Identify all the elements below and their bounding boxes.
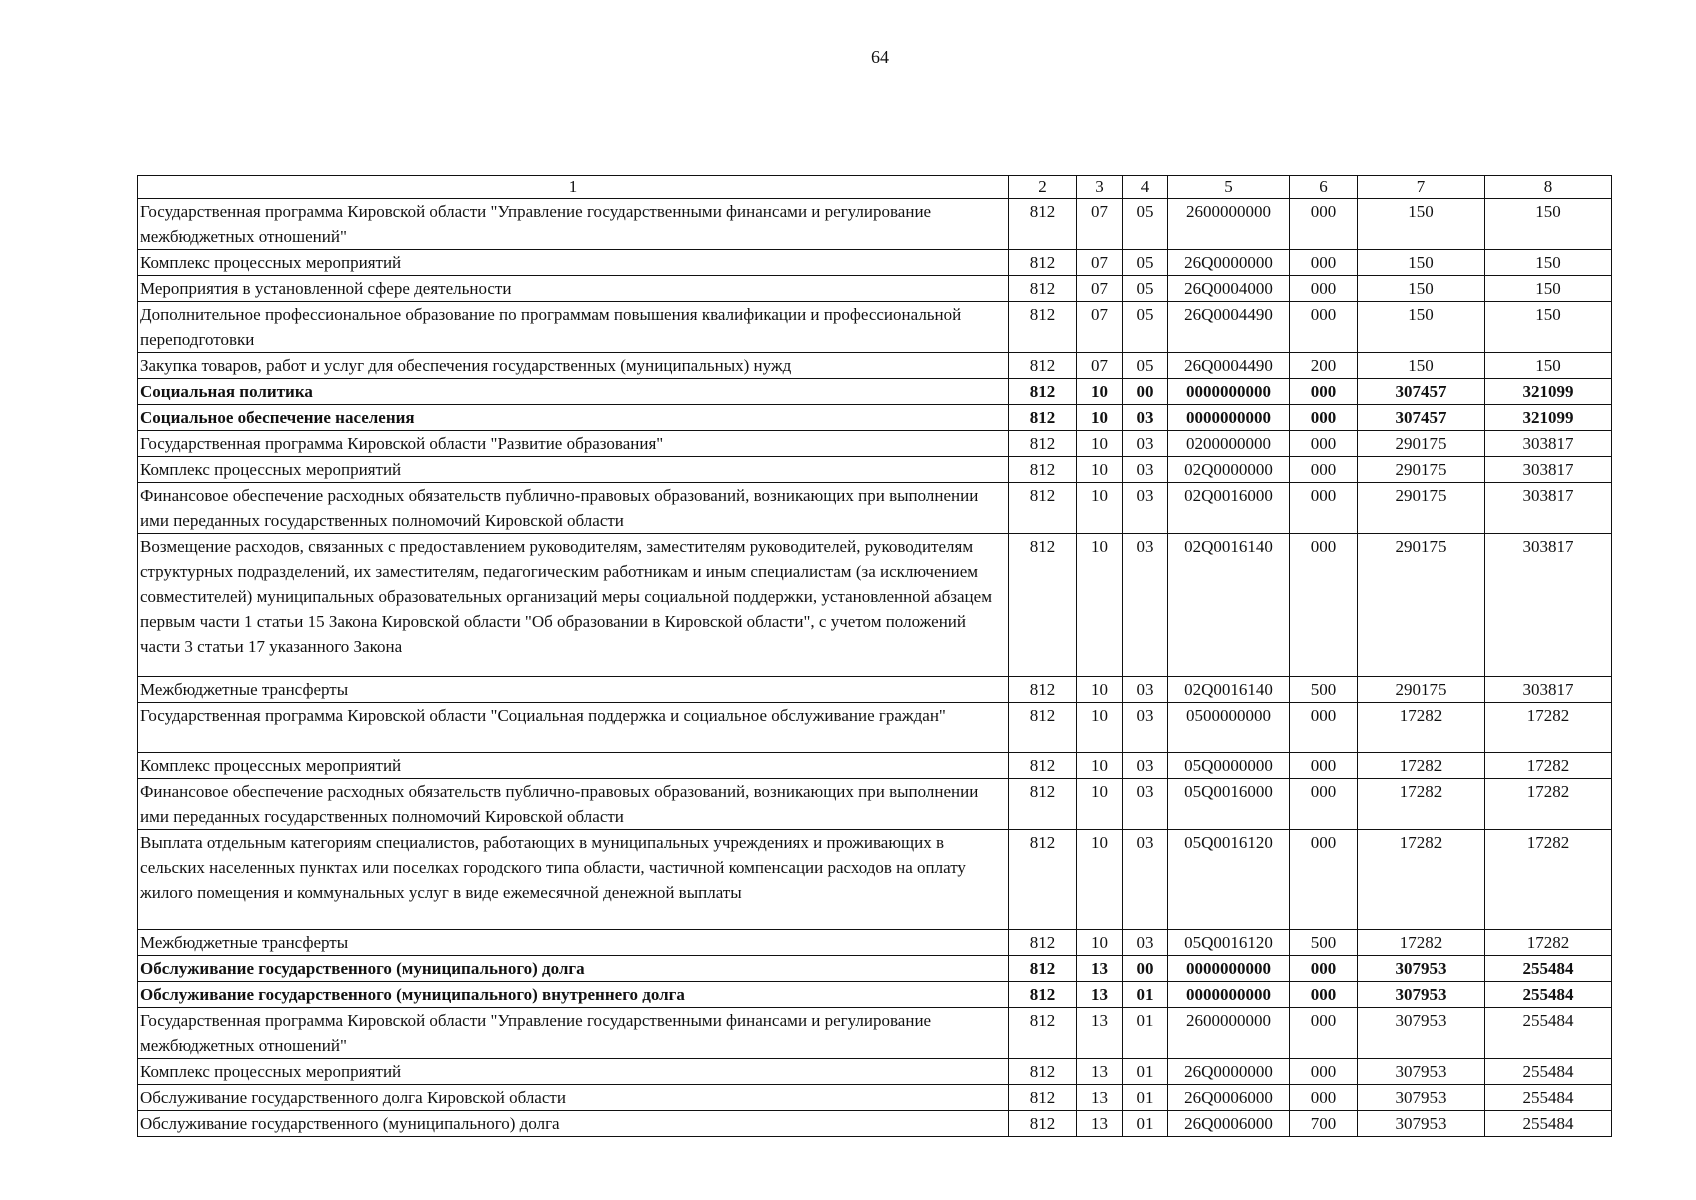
amount-year2-cell: 17282 bbox=[1485, 703, 1612, 753]
expense-type-cell: 000 bbox=[1290, 982, 1358, 1008]
amount-year1-cell: 290175 bbox=[1358, 534, 1485, 677]
target-article-cell: 26Q0006000 bbox=[1168, 1111, 1290, 1137]
admin-code-cell: 812 bbox=[1009, 779, 1077, 830]
amount-year1-cell: 290175 bbox=[1358, 457, 1485, 483]
admin-code-cell: 812 bbox=[1009, 199, 1077, 250]
expense-type-cell: 000 bbox=[1290, 703, 1358, 753]
column-header: 4 bbox=[1123, 176, 1168, 199]
row-name-cell: Комплекс процессных мероприятий bbox=[138, 753, 1009, 779]
table-row bbox=[138, 353, 1612, 379]
target-article-cell: 0500000000 bbox=[1168, 703, 1290, 753]
subsection-cell: 00 bbox=[1123, 956, 1168, 982]
subsection-cell: 05 bbox=[1123, 276, 1168, 302]
admin-code-cell: 812 bbox=[1009, 1111, 1077, 1137]
subsection-cell: 03 bbox=[1123, 405, 1168, 431]
expense-type-cell: 000 bbox=[1290, 1008, 1358, 1059]
subsection-cell: 05 bbox=[1123, 302, 1168, 353]
subsection-cell: 03 bbox=[1123, 431, 1168, 457]
amount-year1-cell: 307953 bbox=[1358, 1008, 1485, 1059]
table-row bbox=[138, 457, 1612, 483]
section-cell: 10 bbox=[1077, 405, 1123, 431]
admin-code-cell: 812 bbox=[1009, 353, 1077, 379]
expense-type-cell: 000 bbox=[1290, 276, 1358, 302]
expense-type-cell: 000 bbox=[1290, 779, 1358, 830]
amount-year2-cell: 303817 bbox=[1485, 457, 1612, 483]
section-cell: 10 bbox=[1077, 930, 1123, 956]
section-cell: 13 bbox=[1077, 956, 1123, 982]
section-cell: 13 bbox=[1077, 1085, 1123, 1111]
row-name-cell: Государственная программа Кировской области "Управление государственными финансами и регулирование межбюджетных отношений" bbox=[138, 1008, 1009, 1059]
subsection-cell: 01 bbox=[1123, 1085, 1168, 1111]
target-article-cell: 0200000000 bbox=[1168, 431, 1290, 457]
subsection-cell: 01 bbox=[1123, 982, 1168, 1008]
amount-year2-cell: 321099 bbox=[1485, 379, 1612, 405]
section-cell: 10 bbox=[1077, 431, 1123, 457]
subsection-cell: 03 bbox=[1123, 830, 1168, 930]
expense-type-cell: 000 bbox=[1290, 250, 1358, 276]
section-cell: 07 bbox=[1077, 302, 1123, 353]
row-name-cell: Обслуживание государственного (муниципального) долга bbox=[138, 956, 1009, 982]
expense-type-cell: 000 bbox=[1290, 431, 1358, 457]
subsection-cell: 03 bbox=[1123, 779, 1168, 830]
table-header-row bbox=[138, 176, 1612, 199]
row-name-cell: Выплата отдельным категориям специалистов, работающих в муниципальных учреждениях и проживающих в сельских населенных пунктах или поселках городского типа области, частичной компенсации расходов на оплату жилого помещения и коммунальных услуг в виде ежемесячной денежной выплаты bbox=[138, 830, 1009, 930]
amount-year1-cell: 17282 bbox=[1358, 753, 1485, 779]
column-header: 2 bbox=[1009, 176, 1077, 199]
admin-code-cell: 812 bbox=[1009, 276, 1077, 302]
table-row bbox=[138, 1059, 1612, 1085]
amount-year2-cell: 150 bbox=[1485, 250, 1612, 276]
section-cell: 07 bbox=[1077, 353, 1123, 379]
table-row bbox=[138, 677, 1612, 703]
target-article-cell: 26Q0000000 bbox=[1168, 1059, 1290, 1085]
amount-year1-cell: 307953 bbox=[1358, 956, 1485, 982]
subsection-cell: 05 bbox=[1123, 250, 1168, 276]
column-header: 8 bbox=[1485, 176, 1612, 199]
amount-year2-cell: 17282 bbox=[1485, 830, 1612, 930]
admin-code-cell: 812 bbox=[1009, 677, 1077, 703]
target-article-cell: 02Q0016140 bbox=[1168, 677, 1290, 703]
section-cell: 10 bbox=[1077, 779, 1123, 830]
row-name-cell: Возмещение расходов, связанных с предоставлением руководителям, заместителям руководителей, руководителям структурных подразделений, их заместителям, педагогическим работникам и иным специалистам (за исключением совместителей) муниципальных образовательных организаций меры социальной поддержки, установленной абзацем первым части 1 статьи 15 Закона Кировской области "Об образовании в Кировской области", с учетом положений части 3 статьи 17 указанного Закона bbox=[138, 534, 1009, 677]
amount-year2-cell: 150 bbox=[1485, 276, 1612, 302]
expense-type-cell: 000 bbox=[1290, 199, 1358, 250]
subsection-cell: 01 bbox=[1123, 1111, 1168, 1137]
subsection-cell: 03 bbox=[1123, 930, 1168, 956]
amount-year1-cell: 150 bbox=[1358, 250, 1485, 276]
amount-year2-cell: 303817 bbox=[1485, 534, 1612, 677]
admin-code-cell: 812 bbox=[1009, 431, 1077, 457]
amount-year2-cell: 150 bbox=[1485, 353, 1612, 379]
column-header: 3 bbox=[1077, 176, 1123, 199]
expense-type-cell: 000 bbox=[1290, 534, 1358, 677]
section-cell: 10 bbox=[1077, 703, 1123, 753]
target-article-cell: 26Q0004490 bbox=[1168, 353, 1290, 379]
row-name-cell: Финансовое обеспечение расходных обязательств публично-правовых образований, возникающих при выполнении ими переданных государственных полномочий Кировской области bbox=[138, 779, 1009, 830]
row-name-cell: Комплекс процессных мероприятий bbox=[138, 457, 1009, 483]
subsection-cell: 00 bbox=[1123, 379, 1168, 405]
target-article-cell: 26Q0000000 bbox=[1168, 250, 1290, 276]
row-name-cell: Государственная программа Кировской области "Развитие образования" bbox=[138, 431, 1009, 457]
table-row bbox=[138, 483, 1612, 534]
amount-year2-cell: 150 bbox=[1485, 302, 1612, 353]
admin-code-cell: 812 bbox=[1009, 1059, 1077, 1085]
section-cell: 10 bbox=[1077, 457, 1123, 483]
section-cell: 07 bbox=[1077, 250, 1123, 276]
target-article-cell: 05Q0016000 bbox=[1168, 779, 1290, 830]
amount-year1-cell: 17282 bbox=[1358, 779, 1485, 830]
admin-code-cell: 812 bbox=[1009, 753, 1077, 779]
section-cell: 10 bbox=[1077, 483, 1123, 534]
target-article-cell: 0000000000 bbox=[1168, 956, 1290, 982]
table-row bbox=[138, 930, 1612, 956]
row-name-cell: Социальная политика bbox=[138, 379, 1009, 405]
table-row bbox=[138, 250, 1612, 276]
subsection-cell: 03 bbox=[1123, 703, 1168, 753]
admin-code-cell: 812 bbox=[1009, 379, 1077, 405]
amount-year2-cell: 17282 bbox=[1485, 930, 1612, 956]
amount-year1-cell: 290175 bbox=[1358, 677, 1485, 703]
section-cell: 10 bbox=[1077, 753, 1123, 779]
amount-year2-cell: 255484 bbox=[1485, 982, 1612, 1008]
row-name-cell: Финансовое обеспечение расходных обязательств публично-правовых образований, возникающих при выполнении ими переданных государственных полномочий Кировской области bbox=[138, 483, 1009, 534]
table-row bbox=[138, 534, 1612, 677]
column-header: 1 bbox=[138, 176, 1009, 199]
row-name-cell: Комплекс процессных мероприятий bbox=[138, 1059, 1009, 1085]
row-name-cell: Закупка товаров, работ и услуг для обеспечения государственных (муниципальных) нужд bbox=[138, 353, 1009, 379]
amount-year2-cell: 255484 bbox=[1485, 1085, 1612, 1111]
amount-year1-cell: 307953 bbox=[1358, 1059, 1485, 1085]
amount-year2-cell: 303817 bbox=[1485, 483, 1612, 534]
target-article-cell: 0000000000 bbox=[1168, 982, 1290, 1008]
admin-code-cell: 812 bbox=[1009, 982, 1077, 1008]
table-row bbox=[138, 753, 1612, 779]
section-cell: 10 bbox=[1077, 677, 1123, 703]
section-cell: 13 bbox=[1077, 1008, 1123, 1059]
expense-type-cell: 000 bbox=[1290, 379, 1358, 405]
amount-year2-cell: 17282 bbox=[1485, 753, 1612, 779]
subsection-cell: 05 bbox=[1123, 199, 1168, 250]
expense-type-cell: 200 bbox=[1290, 353, 1358, 379]
expense-type-cell: 000 bbox=[1290, 956, 1358, 982]
admin-code-cell: 812 bbox=[1009, 1008, 1077, 1059]
target-article-cell: 26Q0006000 bbox=[1168, 1085, 1290, 1111]
row-name-cell: Обслуживание государственного долга Кировской области bbox=[138, 1085, 1009, 1111]
expense-type-cell: 000 bbox=[1290, 457, 1358, 483]
row-name-cell: Мероприятия в установленной сфере деятельности bbox=[138, 276, 1009, 302]
row-name-cell: Межбюджетные трансферты bbox=[138, 677, 1009, 703]
section-cell: 13 bbox=[1077, 982, 1123, 1008]
admin-code-cell: 812 bbox=[1009, 483, 1077, 534]
amount-year2-cell: 321099 bbox=[1485, 405, 1612, 431]
table-row bbox=[138, 1008, 1612, 1059]
expense-type-cell: 700 bbox=[1290, 1111, 1358, 1137]
table-row bbox=[138, 779, 1612, 830]
column-header: 7 bbox=[1358, 176, 1485, 199]
row-name-cell: Социальное обеспечение населения bbox=[138, 405, 1009, 431]
target-article-cell: 2600000000 bbox=[1168, 1008, 1290, 1059]
row-name-cell: Комплекс процессных мероприятий bbox=[138, 250, 1009, 276]
target-article-cell: 02Q0000000 bbox=[1168, 457, 1290, 483]
section-cell: 10 bbox=[1077, 830, 1123, 930]
row-name-cell: Государственная программа Кировской области "Социальная поддержка и социальное обслуживание граждан" bbox=[138, 703, 1009, 753]
amount-year1-cell: 150 bbox=[1358, 302, 1485, 353]
amount-year1-cell: 150 bbox=[1358, 353, 1485, 379]
amount-year2-cell: 255484 bbox=[1485, 956, 1612, 982]
target-article-cell: 02Q0016000 bbox=[1168, 483, 1290, 534]
admin-code-cell: 812 bbox=[1009, 930, 1077, 956]
subsection-cell: 03 bbox=[1123, 677, 1168, 703]
expense-type-cell: 000 bbox=[1290, 1059, 1358, 1085]
row-name-cell: Межбюджетные трансферты bbox=[138, 930, 1009, 956]
admin-code-cell: 812 bbox=[1009, 1085, 1077, 1111]
subsection-cell: 01 bbox=[1123, 1059, 1168, 1085]
subsection-cell: 03 bbox=[1123, 483, 1168, 534]
amount-year2-cell: 255484 bbox=[1485, 1059, 1612, 1085]
target-article-cell: 0000000000 bbox=[1168, 405, 1290, 431]
amount-year1-cell: 307457 bbox=[1358, 379, 1485, 405]
amount-year1-cell: 17282 bbox=[1358, 703, 1485, 753]
table-row bbox=[138, 1111, 1612, 1137]
subsection-cell: 03 bbox=[1123, 753, 1168, 779]
row-name-cell: Дополнительное профессиональное образование по программам повышения квалификации и профессиональной переподготовки bbox=[138, 302, 1009, 353]
table-row bbox=[138, 1085, 1612, 1111]
target-article-cell: 2600000000 bbox=[1168, 199, 1290, 250]
amount-year1-cell: 17282 bbox=[1358, 930, 1485, 956]
admin-code-cell: 812 bbox=[1009, 830, 1077, 930]
subsection-cell: 03 bbox=[1123, 534, 1168, 677]
amount-year2-cell: 303817 bbox=[1485, 431, 1612, 457]
target-article-cell: 05Q0000000 bbox=[1168, 753, 1290, 779]
target-article-cell: 26Q0004490 bbox=[1168, 302, 1290, 353]
target-article-cell: 02Q0016140 bbox=[1168, 534, 1290, 677]
target-article-cell: 0000000000 bbox=[1168, 379, 1290, 405]
column-header: 5 bbox=[1168, 176, 1290, 199]
amount-year1-cell: 150 bbox=[1358, 199, 1485, 250]
amount-year1-cell: 150 bbox=[1358, 276, 1485, 302]
amount-year2-cell: 150 bbox=[1485, 199, 1612, 250]
section-cell: 07 bbox=[1077, 199, 1123, 250]
column-header: 6 bbox=[1290, 176, 1358, 199]
section-cell: 10 bbox=[1077, 534, 1123, 677]
subsection-cell: 01 bbox=[1123, 1008, 1168, 1059]
row-name-cell: Обслуживание государственного (муниципального) долга bbox=[138, 1111, 1009, 1137]
section-cell: 10 bbox=[1077, 379, 1123, 405]
amount-year1-cell: 17282 bbox=[1358, 830, 1485, 930]
expense-type-cell: 000 bbox=[1290, 1085, 1358, 1111]
amount-year1-cell: 307953 bbox=[1358, 982, 1485, 1008]
section-cell: 13 bbox=[1077, 1111, 1123, 1137]
admin-code-cell: 812 bbox=[1009, 302, 1077, 353]
subsection-cell: 03 bbox=[1123, 457, 1168, 483]
section-cell: 13 bbox=[1077, 1059, 1123, 1085]
section-cell: 07 bbox=[1077, 276, 1123, 302]
row-name-cell: Обслуживание государственного (муниципального) внутреннего долга bbox=[138, 982, 1009, 1008]
table-row bbox=[138, 703, 1612, 753]
admin-code-cell: 812 bbox=[1009, 405, 1077, 431]
expense-type-cell: 000 bbox=[1290, 830, 1358, 930]
expense-type-cell: 500 bbox=[1290, 677, 1358, 703]
expense-type-cell: 500 bbox=[1290, 930, 1358, 956]
table-row bbox=[138, 431, 1612, 457]
table-row bbox=[138, 956, 1612, 982]
admin-code-cell: 812 bbox=[1009, 534, 1077, 677]
table-row bbox=[138, 830, 1612, 930]
budget-table bbox=[137, 175, 1612, 1137]
target-article-cell: 05Q0016120 bbox=[1168, 930, 1290, 956]
target-article-cell: 05Q0016120 bbox=[1168, 830, 1290, 930]
row-name-cell: Государственная программа Кировской области "Управление государственными финансами и регулирование межбюджетных отношений" bbox=[138, 199, 1009, 250]
amount-year1-cell: 307953 bbox=[1358, 1085, 1485, 1111]
table-row bbox=[138, 302, 1612, 353]
amount-year1-cell: 290175 bbox=[1358, 431, 1485, 457]
admin-code-cell: 812 bbox=[1009, 703, 1077, 753]
expense-type-cell: 000 bbox=[1290, 302, 1358, 353]
amount-year2-cell: 303817 bbox=[1485, 677, 1612, 703]
expense-type-cell: 000 bbox=[1290, 483, 1358, 534]
table-row bbox=[138, 379, 1612, 405]
admin-code-cell: 812 bbox=[1009, 457, 1077, 483]
table-row bbox=[138, 405, 1612, 431]
table-row bbox=[138, 276, 1612, 302]
target-article-cell: 26Q0004000 bbox=[1168, 276, 1290, 302]
table-row bbox=[138, 982, 1612, 1008]
amount-year2-cell: 255484 bbox=[1485, 1111, 1612, 1137]
table-row bbox=[138, 199, 1612, 250]
amount-year1-cell: 307457 bbox=[1358, 405, 1485, 431]
amount-year2-cell: 255484 bbox=[1485, 1008, 1612, 1059]
amount-year1-cell: 290175 bbox=[1358, 483, 1485, 534]
page-number: 64 bbox=[871, 47, 889, 67]
expense-type-cell: 000 bbox=[1290, 405, 1358, 431]
admin-code-cell: 812 bbox=[1009, 250, 1077, 276]
subsection-cell: 05 bbox=[1123, 353, 1168, 379]
amount-year1-cell: 307953 bbox=[1358, 1111, 1485, 1137]
amount-year2-cell: 17282 bbox=[1485, 779, 1612, 830]
admin-code-cell: 812 bbox=[1009, 956, 1077, 982]
expense-type-cell: 000 bbox=[1290, 753, 1358, 779]
